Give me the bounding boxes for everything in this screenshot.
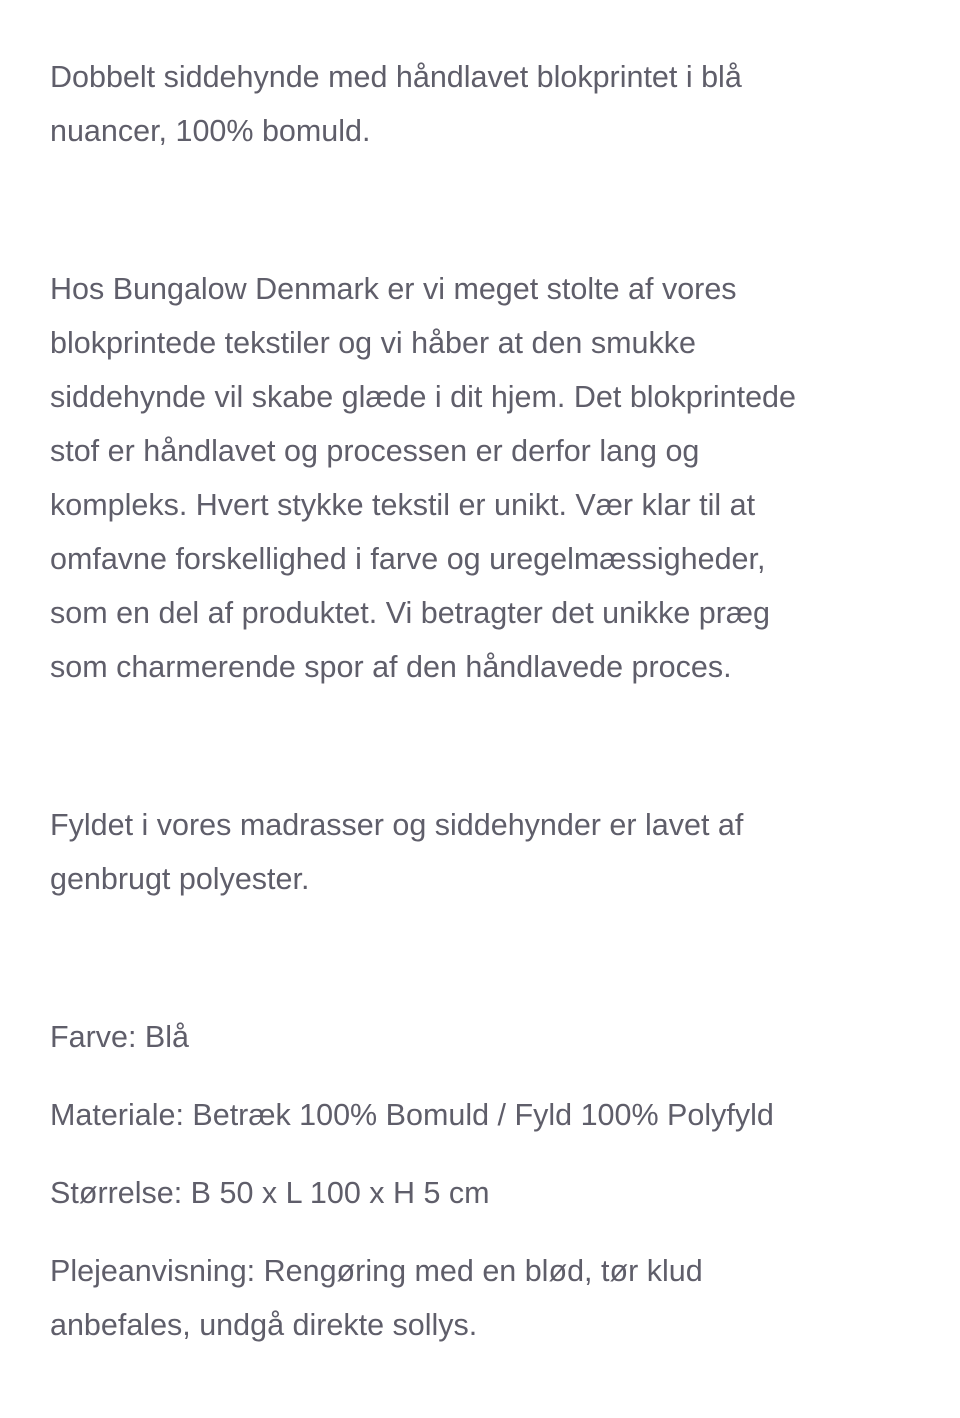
text-line: siddehynde vil skabe glæde i dit hjem. Det blokprintede [50,380,796,414]
text-line: Materiale: Betræk 100% Bomuld / Fyld 100% Polyfyld [50,1098,774,1132]
text-line: omfavne forskellighed i farve og uregelmæssigheder, [50,542,766,576]
about-paragraph [50,262,796,694]
text-line: stof er håndlavet og processen er derfor lang og [50,434,700,468]
text-line: Dobbelt siddehynde med håndlavet blokprintet i blå [50,60,742,94]
spec-care [50,1244,796,1352]
intro-paragraph [50,50,796,158]
spec-material [50,1088,796,1142]
text-line: Plejeanvisning: Rengøring med en blød, tør klud [50,1254,703,1288]
text-line: Hos Bungalow Denmark er vi meget stolte af vores [50,272,737,306]
text-line: anbefales, undgå direkte sollys. [50,1308,478,1342]
spec-size [50,1166,796,1220]
text-line: som charmerende spor af den håndlavede proces. [50,650,732,684]
product-description [50,50,796,1376]
text-line: Fyldet i vores madrasser og siddehynder er lavet af [50,808,744,842]
text-line: Størrelse: B 50 x L 100 x H 5 cm [50,1176,490,1210]
text-line: Farve: Blå [50,1020,189,1054]
text-line: nuancer, 100% bomuld. [50,114,371,148]
spec-color [50,1010,796,1064]
text-line: som en del af produktet. Vi betragter det unikke præg [50,596,770,630]
filling-paragraph [50,798,796,906]
text-line: blokprintede tekstiler og vi håber at den smukke [50,326,696,360]
text-line: kompleks. Hvert stykke tekstil er unikt. Vær klar til at [50,488,756,522]
text-line: genbrugt polyester. [50,862,310,896]
